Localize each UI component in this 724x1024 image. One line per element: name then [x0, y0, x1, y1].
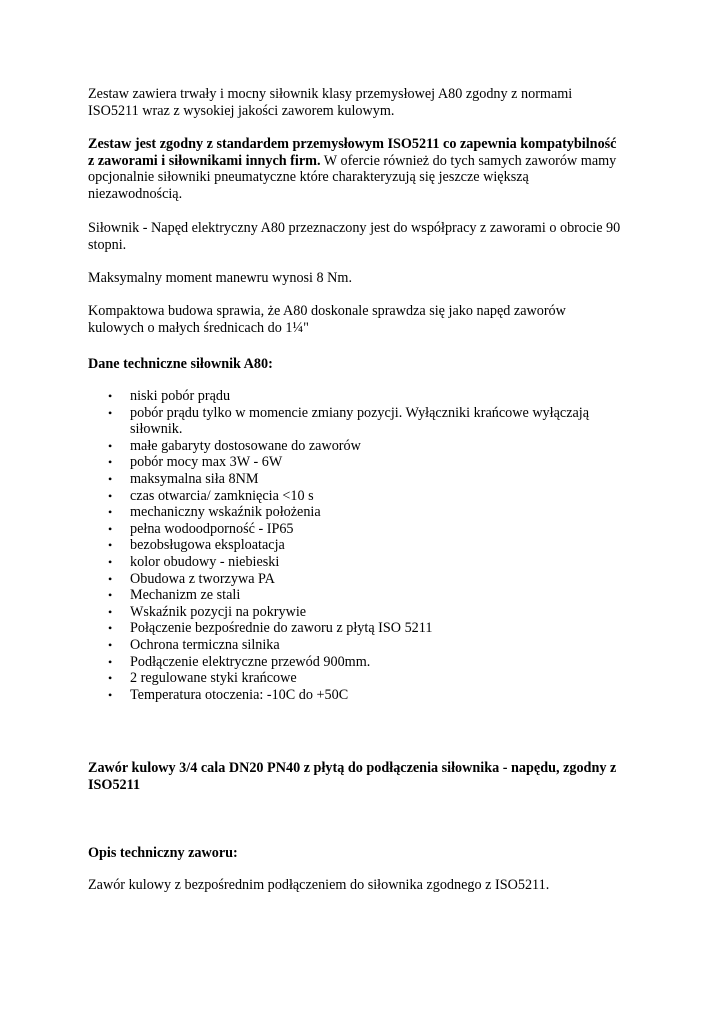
- spec-text: Ochrona termiczna silnika: [130, 636, 280, 653]
- bullet-icon: •: [108, 455, 113, 470]
- spec-text: pełna wodoodporność - IP65: [130, 520, 294, 537]
- list-item: [88, 620, 648, 637]
- spec-text: Mechanizm ze stali: [130, 587, 241, 604]
- compatibility-line-4: niezawodnością.: [88, 185, 183, 202]
- actuator-paragraph: [88, 220, 648, 253]
- compatibility-line-3: opcjonalnie siłowniki pneumatyczne które charakteryzują się jeszcze większą: [88, 169, 529, 186]
- intro-line-2: ISO5211 wraz z wysokiej jakości zaworem kulowym.: [88, 102, 395, 119]
- bullet-icon: •: [108, 505, 113, 520]
- compatibility-normal-2: W ofercie również do tych samych zaworów mamy: [320, 152, 617, 169]
- spec-text: niski pobór prądu: [130, 388, 231, 404]
- bullet-icon: •: [108, 438, 113, 453]
- list-item: [88, 654, 648, 671]
- spec-text: Obudowa z tworzywa PA: [130, 570, 275, 587]
- bullet-icon: •: [108, 588, 113, 603]
- bullet-icon: •: [108, 621, 113, 636]
- specs-list: [88, 388, 648, 703]
- compatibility-paragraph: [88, 136, 648, 202]
- spec-text: 2 regulowane styki krańcowe: [130, 670, 297, 687]
- list-item: [88, 405, 648, 438]
- valve-heading-line-1: Zawór kulowy 3/4 cala DN20 PN40 z płytą do podłączenia siłownika - napędu, zgodny z: [88, 760, 617, 776]
- bullet-icon: •: [108, 405, 113, 420]
- list-item: [88, 388, 648, 405]
- bullet-icon: •: [108, 554, 113, 569]
- list-item: [88, 504, 648, 521]
- valve-description: Zawór kulowy z bezpośrednim podłączeniem do siłownika zgodnego z ISO5211.: [88, 877, 550, 893]
- spec-text: Temperatura otoczenia: -10C do +50C: [130, 686, 349, 703]
- spec-text: czas otwarcia/ zamknięcia <10 s: [130, 487, 314, 504]
- compact-paragraph: [88, 303, 648, 336]
- spec-text: bezobsługowa eksploatacja: [130, 537, 285, 554]
- compact-line-2: kulowych o małych średnicach do 1¼": [88, 319, 309, 336]
- compatibility-bold-1: Zestaw jest zgodny z standardem przemysłowym ISO5211 co zapewnia kompatybilność: [88, 136, 617, 152]
- list-item: [88, 537, 648, 554]
- list-item: [88, 554, 648, 571]
- compatibility-line-1: [88, 136, 648, 153]
- intro-paragraph: [88, 86, 648, 119]
- spec-text: maksymalna siła 8NM: [130, 470, 259, 487]
- bullet-icon: •: [108, 671, 113, 686]
- spec-text-continuation: siłownik.: [130, 421, 183, 438]
- list-item: [88, 471, 648, 488]
- list-item: [88, 488, 648, 505]
- spec-text: Wskaźnik pozycji na pokrywie: [130, 603, 307, 620]
- list-item: [88, 637, 648, 654]
- list-item: [88, 438, 648, 455]
- spec-text: małe gabaryty dostosowane do zaworów: [130, 437, 361, 454]
- spec-text: Podłączenie elektryczne przewód 900mm.: [130, 653, 371, 670]
- bullet-icon: •: [108, 604, 113, 619]
- bullet-icon: •: [108, 571, 113, 586]
- bullet-icon: •: [108, 488, 113, 503]
- spec-text: pobór mocy max 3W - 6W: [130, 454, 283, 471]
- bullet-icon: •: [108, 687, 113, 702]
- valve-heading-line-2: ISO5211: [88, 776, 141, 793]
- spec-text: kolor obudowy - niebieski: [130, 553, 280, 570]
- spec-text: mechaniczny wskaźnik położenia: [130, 504, 321, 521]
- list-item: [88, 454, 648, 471]
- list-item: [88, 670, 648, 687]
- bullet-icon: •: [108, 538, 113, 553]
- bullet-icon: •: [108, 654, 113, 669]
- compatibility-line-2: [88, 153, 648, 170]
- list-item: [88, 604, 648, 621]
- bullet-icon: •: [108, 389, 113, 403]
- spec-text: Połączenie bezpośrednie do zaworu z płytą ISO 5211: [130, 620, 433, 637]
- torque-line-1: Maksymalny moment manewru wynosi 8 Nm.: [88, 270, 353, 286]
- list-item: [88, 687, 648, 704]
- actuator-line-1: Siłownik - Napęd elektryczny A80 przeznaczony jest do współpracy z zaworami o obrocie 90: [88, 220, 621, 236]
- intro-line-1: Zestaw zawiera trwały i mocny siłownik klasy przemysłowej A80 zgodny z normami: [88, 86, 573, 102]
- bullet-icon: •: [108, 521, 113, 536]
- list-item: [88, 571, 648, 588]
- spec-text: pobór prądu tylko w momencie zmiany pozycji. Wyłączniki krańcowe wyłączają: [130, 404, 590, 421]
- valve-description-heading: Opis techniczny zaworu:: [88, 845, 238, 861]
- actuator-line-2: stopni.: [88, 236, 127, 253]
- bullet-icon: •: [108, 637, 113, 652]
- compact-line-1: Kompaktowa budowa sprawia, że A80 doskonale sprawdza się jako napęd zaworów: [88, 303, 566, 319]
- specs-heading: Dane techniczne siłownik A80:: [88, 356, 273, 372]
- bullet-icon: •: [108, 471, 113, 486]
- valve-heading: [88, 760, 648, 793]
- torque-paragraph: [88, 270, 648, 287]
- list-item: [88, 587, 648, 604]
- list-item: [88, 521, 648, 538]
- compatibility-bold-2: z zaworami i siłownikami innych firm.: [88, 152, 321, 169]
